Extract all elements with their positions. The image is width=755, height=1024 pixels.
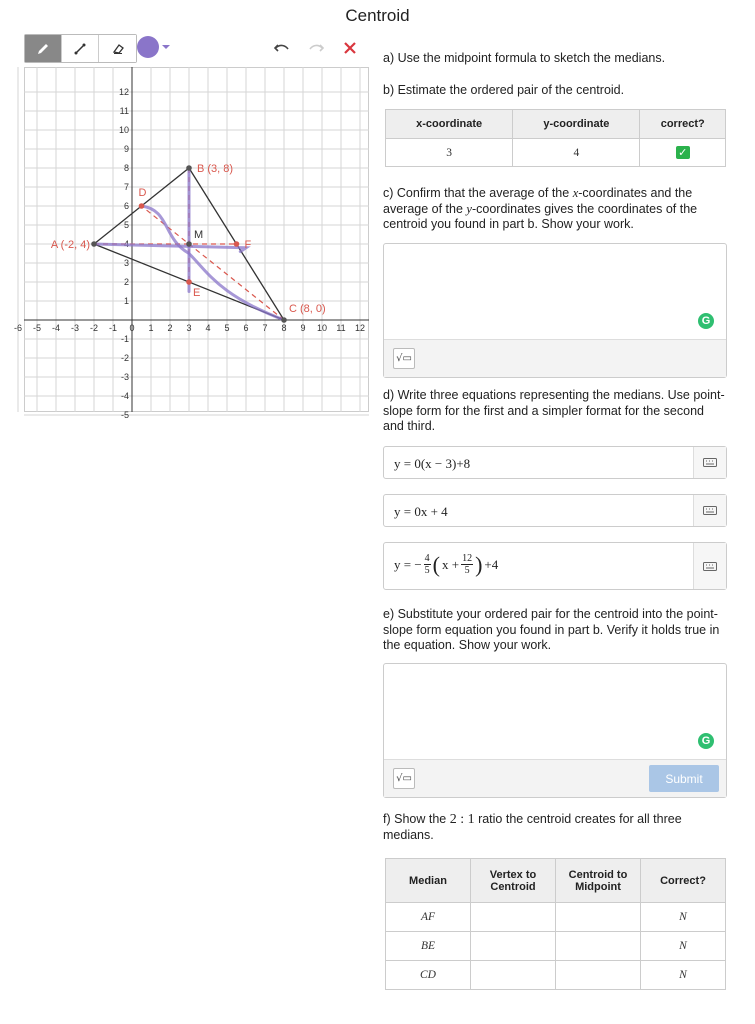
color-picker[interactable]	[137, 36, 171, 58]
close-button[interactable]	[338, 36, 362, 60]
centroid-table	[385, 109, 726, 167]
centroid-to-midpoint-cell[interactable]	[556, 903, 641, 932]
numerator: 4	[424, 553, 430, 564]
pencil-icon	[36, 42, 50, 56]
fraction	[461, 553, 473, 576]
y-tick-label: -2	[120, 353, 129, 363]
correct-cell	[640, 139, 726, 167]
y-tick-label: -1	[120, 334, 129, 344]
question-c-text: -coordinates gives the coordinates of the centroid you found in part b. Show your work.	[383, 201, 698, 231]
table-header: Correct?	[641, 859, 726, 903]
question-d: d) Write three equations representing the medians. Use point-slope form for the first and a simpler format for the second and third.	[383, 388, 725, 433]
variable-y: y	[466, 201, 472, 216]
question-b: b) Estimate the ordered pair of the centroid.	[383, 83, 625, 97]
question-c-text: -coordinates and the average of the	[383, 186, 693, 216]
keyboard-icon	[703, 458, 717, 467]
table-header: Centroid to Midpoint	[556, 859, 641, 903]
table-header: Median	[386, 859, 471, 903]
equation-input-3[interactable]	[383, 542, 727, 590]
numerator: 12	[462, 553, 473, 564]
y-tick-label: -3	[120, 372, 129, 382]
line-icon	[73, 42, 87, 56]
redo-icon	[308, 41, 324, 55]
y-tick-label: -4	[120, 391, 129, 401]
table-header: Vertex to Centroid	[471, 859, 556, 903]
point-d	[139, 203, 145, 209]
denominator: 5	[424, 565, 430, 576]
table-row	[386, 932, 726, 961]
paren: (	[432, 551, 440, 577]
x-tick-label: 11	[336, 323, 346, 333]
close-icon	[343, 41, 357, 55]
y-tick-label: 10	[118, 125, 129, 135]
x-tick-label: 0	[129, 323, 135, 333]
correct-cell: N	[641, 903, 726, 932]
keyboard-button[interactable]	[693, 543, 726, 589]
fraction	[424, 553, 431, 576]
x-tick-label: -3	[70, 323, 80, 333]
grammarly-icon: G	[698, 313, 714, 329]
work-footer	[384, 759, 726, 797]
y-coordinate-cell[interactable]: 4	[513, 139, 640, 167]
question-e: e) Substitute your ordered pair for the centroid into the point-slope form equation you found in part b. Verify it holds true in the equation. Show your work.	[383, 607, 720, 652]
submit-button[interactable]: Submit	[649, 765, 719, 792]
line-tool-button[interactable]	[62, 35, 99, 62]
x-tick-label: 10	[316, 323, 328, 333]
grammarly-icon: G	[698, 733, 714, 749]
y-tick-label: 9	[123, 144, 129, 154]
y-tick-label: 8	[123, 163, 129, 173]
work-area-c[interactable]	[383, 243, 727, 378]
point-a	[91, 241, 97, 247]
centroid-to-midpoint-cell[interactable]	[556, 932, 641, 961]
y-tick-label: 6	[123, 201, 129, 211]
equation-text: y = 0(x − 3)+8	[394, 456, 471, 471]
median-cell: CD	[386, 961, 471, 990]
x-tick-label: 6	[243, 323, 249, 333]
table-header: correct?	[640, 110, 726, 139]
math-input-button[interactable]: √▭	[393, 348, 415, 369]
equation-text: y = 0x + 4	[394, 504, 448, 519]
color-swatch	[137, 36, 159, 58]
x-tick-label: 9	[300, 323, 306, 333]
redo-button[interactable]	[304, 36, 328, 60]
y-tick-label: -5	[120, 410, 129, 420]
label-b: B (3, 8)	[197, 163, 234, 175]
coordinate-graph[interactable]	[13, 67, 369, 420]
chevron-down-icon	[161, 43, 171, 51]
keyboard-icon	[703, 506, 717, 515]
x-tick-label: -2	[89, 323, 99, 333]
equation-input-2[interactable]	[383, 494, 727, 527]
math-input-button[interactable]: √▭	[393, 768, 415, 789]
equation-text	[394, 553, 498, 576]
correct-cell: N	[641, 932, 726, 961]
question-f-text: f) Show the	[383, 812, 450, 826]
eq-part: +4	[484, 556, 499, 572]
vertex-to-centroid-cell[interactable]	[471, 932, 556, 961]
vertex-to-centroid-cell[interactable]	[471, 903, 556, 932]
table-header: x-coordinate	[386, 110, 513, 139]
x-tick-label: 8	[281, 323, 287, 333]
point-f	[234, 241, 240, 247]
tool-group	[24, 34, 137, 63]
x-tick-label: 3	[186, 323, 192, 333]
point-c	[281, 317, 287, 323]
undo-icon	[274, 41, 290, 55]
x-tick-label: -6	[13, 323, 23, 333]
vertex-to-centroid-cell[interactable]	[471, 961, 556, 990]
equation-input-1[interactable]	[383, 446, 727, 479]
x-tick-label: -1	[108, 323, 118, 333]
median-cell: AF	[386, 903, 471, 932]
median-cell: BE	[386, 932, 471, 961]
label-m: M	[194, 229, 204, 241]
label-d: D	[138, 187, 147, 199]
variable-x: x	[572, 186, 579, 200]
x-tick-label: 4	[205, 323, 211, 333]
point-b	[186, 165, 192, 171]
question-f-text: ratio the centroid creates for all three medians.	[383, 812, 682, 842]
x-tick-label: -5	[32, 323, 42, 333]
x-tick-label: 7	[262, 323, 268, 333]
table-header: y-coordinate	[513, 110, 640, 139]
y-tick-label: 7	[123, 182, 129, 192]
x-tick-label: 12	[354, 323, 366, 333]
y-tick-label: 3	[123, 258, 129, 268]
y-tick-label: 11	[119, 106, 129, 116]
label-f: F	[244, 239, 252, 251]
eraser-icon	[111, 42, 125, 56]
denominator: 5	[464, 565, 470, 576]
work-footer	[384, 339, 726, 377]
y-tick-label: 4	[123, 239, 129, 249]
correct-cell: N	[641, 961, 726, 990]
x-tick-label: 5	[224, 323, 230, 333]
eraser-tool-button[interactable]	[99, 35, 136, 62]
question-f	[383, 812, 727, 843]
drawing-toolbar	[24, 34, 366, 62]
question-a: a) Use the midpoint formula to sketch the medians.	[383, 51, 666, 65]
y-tick-label: 1	[123, 296, 129, 306]
paren: )	[475, 551, 483, 577]
x-tick-label: 2	[167, 323, 173, 333]
page-title: Centroid	[345, 6, 410, 25]
label-a: A (-2, 4)	[50, 239, 90, 251]
keyboard-button[interactable]	[693, 447, 726, 478]
question-c-text: c) Confirm that the average of the	[383, 186, 573, 200]
label-c: C (8, 0)	[289, 303, 326, 315]
point-m	[186, 241, 192, 247]
undo-button[interactable]	[270, 36, 294, 60]
work-area-e[interactable]	[383, 663, 727, 798]
eq-part: x +	[442, 556, 460, 572]
checkmark-icon: ✓	[676, 146, 690, 159]
centroid-to-midpoint-cell[interactable]	[556, 961, 641, 990]
x-coordinate-cell[interactable]: 3	[386, 139, 513, 167]
x-tick-label: -4	[51, 323, 61, 333]
keyboard-icon	[703, 562, 717, 571]
question-c	[383, 186, 727, 233]
eq-part: y = −	[394, 556, 422, 572]
y-tick-label: 2	[123, 277, 129, 287]
x-tick-label: 1	[148, 323, 154, 333]
keyboard-button[interactable]	[693, 495, 726, 526]
y-tick-label: 5	[123, 220, 129, 230]
point-e	[186, 279, 192, 285]
y-tick-label: 12	[118, 87, 129, 97]
table-row	[386, 903, 726, 932]
pencil-tool-button[interactable]	[25, 35, 62, 62]
ratio-table	[385, 858, 726, 990]
table-row	[386, 961, 726, 990]
ratio-text: 2 : 1	[449, 812, 475, 827]
label-e: E	[193, 287, 201, 299]
